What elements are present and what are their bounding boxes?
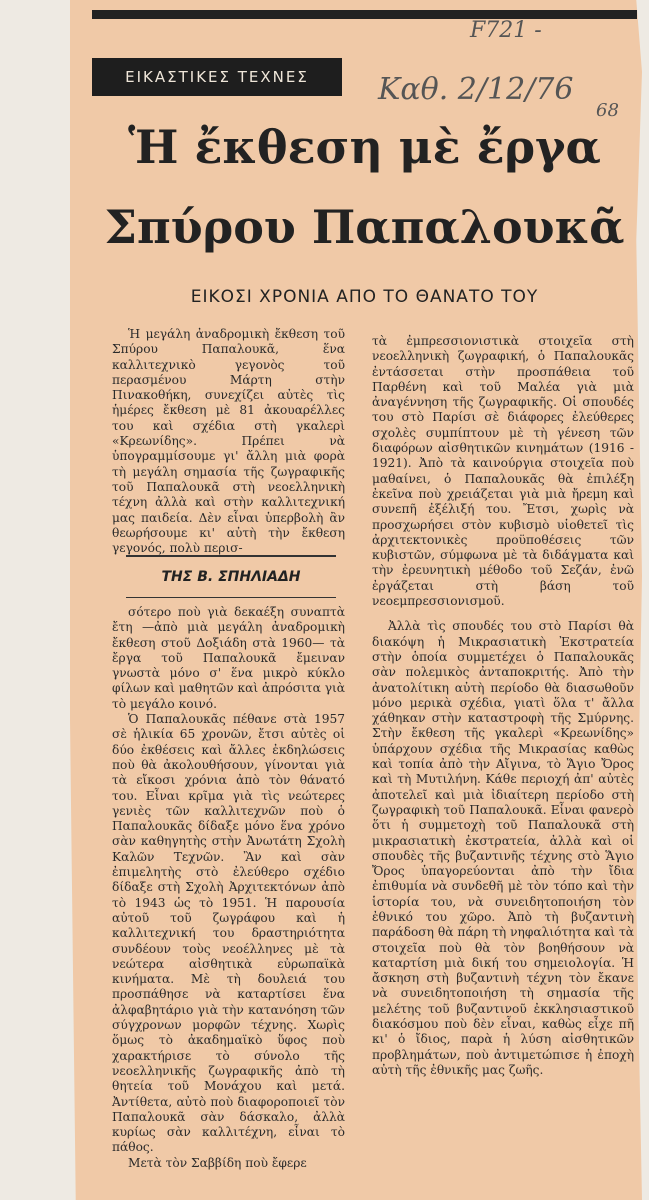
headline-line-1: Ἡ ἔκθεση μὲ ἔργα <box>128 120 601 174</box>
byline: ΤΗΣ Β. ΣΠΗΛΙΑΔΗ <box>126 555 336 598</box>
top-rule <box>92 10 637 19</box>
section-rubric: ΕΙΚΑΣΤΙΚΕΣ ΤΕΧΝΕΣ <box>92 58 342 96</box>
paragraph: σότερο ποὺ γιὰ δεκαέξη συναπτὰ ἔτη —ἀπὸ μιὰ μεγάλη ἀναδρομικὴ ἔκθεση στοῦ Δοξιάδη στὰ 1960— τὰ ἔργα τοῦ Παπαλουκᾶ ἔμειναν γνωστὰ μόνο σ' ἕνα μικρὸ κύκλο φίλων καὶ μαθητῶν καὶ ἀπρόσιτα γιὰ τὸ μεγάλο κοινό. <box>112 605 345 711</box>
handwritten-page-number: 68 <box>596 100 619 121</box>
paragraph: Ἀλλὰ τὶς σπουδές του στὸ Παρίσι θὰ διακόψη ἡ Μικρασιατικὴ Ἐκστρατεία στὴν ὁποία συμμετέχει ὁ Παπαλουκᾶς σὰν πολεμικὸς ἀνταποκριτής. Ἀπὸ τὴν ἀνατολίτικη αὐτὴ περίοδο θὰ διασωθοῦν μόνο μερικὰ σχέδια, γιατὶ ὅλα τ' ἄλλα χάθηκαν στὴν καταστροφὴ τῆς Σμύρνης. Στὴν ἔκθεση τῆς γκαλερὶ «Κρεωνίδης» ὑπάρχουν σχέδια τῆς Μικρασίας καθὼς καὶ τοπία ἀπὸ τὴν Αἴγινα, τὸ Ἅγιο Ὄρος καὶ τὴ Μυτιλήνη. Κάθε περιοχή ἀπ' αὐτὲς ἀποτελεῖ καὶ μιὰ ἰδιαίτερη περίοδο στὴ ζωγραφικὴ τοῦ Παπαλουκᾶ. Εἶναι φανερὸ ὅτι ἡ συμμετοχὴ τοῦ Παπαλουκᾶ στὴ μικρασιατικὴ ἐκστρατεία, ἀλλὰ καὶ οἱ σπουδὲς τῆς βυζαντινῆς τέχνης στὸ Ἅγιο Ὄρος ὑπαγορεύονται ἀπὸ τὴν ἴδια ἐπιθυμία νὰ συνδεθῆ μὲ τὸν τόπο καὶ τὴν ἱστορία του, νὰ συνειδητοποιήση τὸν ἐθνικό του χῶρο. Ἀπὸ τὴ βυζαντινὴ παράδοση θὰ πάρη τὴ νηφαλιότητα καὶ τὰ στοιχεῖα ποὺ θὰ τὸν βοηθήσουν νὰ καταρτίση μιὰ δική του σημειολογία. Ἡ ἄσκηση στὴ βυζαντινὴ τέχνη τὸν ἔκανε νὰ συνειδητοποιήση τὴ σημασία τῆς μελέτης τοῦ βυζαντινοῦ ἐκκλησιαστικοῦ διακόσμου ποὺ δὲν εἶναι, καθὼς εἶχε πῆ κι' ὁ ἴδιος, παρὰ ἡ λύση αἰσθητικῶν προβλημάτων, ποὺ ἀντιμετώπισε ἡ ἐποχὴ αὐτὴ τῆς ἐθνικῆς μας ζωῆς. <box>372 619 634 1077</box>
paragraph: Ὁ Παπαλουκᾶς πέθανε στὰ 1957 σὲ ἡλικία 65 χρονῶν, ἔτσι αὐτὲς οἱ δύο ἐκθέσεις καὶ ἄλλες ἐκδηλώσεις ποὺ θὰ ἀκολουθήσουν, γίνονται γιὰ τὰ εἴκοσι χρόνια ἀπὸ τὸν θάνατό του. Εἶναι κρῖμα γιὰ τὶς νεώτερες γενιὲς τῶν καλλιτεχνῶν ποὺ ὁ Παπαλουκᾶς δίδαξε μόνο ἕνα χρόνο σὰν καθηγητὴς στὴν Ἀνωτάτη Σχολὴ Καλῶν Τεχνῶν. Ἂν καὶ σὰν ἐπιμελητὴς στὸ ἐλεύθερο σχέδιο δίδαξε στὴ Σχολὴ Ἀρχιτεκτόνων ἀπὸ τὸ 1943 ὡς τὸ 1951. Ἡ παρουσία αὐτοῦ τοῦ ζωγράφου καὶ ἡ καλλιτεχνική του δραστηριότητα συνδέουν τοὺς νεοέλληνες μὲ τὰ νεώτερα αἰσθητικὰ εὐρωπαϊκὰ κινήματα. Μὲ τὴ δουλειά του προσπάθησε νὰ καταρτίσει ἕνα ἀλφαβητάριο γιὰ τὴν κατανόηση τῶν σύγχρονων μορφῶν τέχνης. Χωρὶς ὅμως τὸ ἀκαδημαϊκὸ ὕφος ποὺ χαρακτήρισε τὸ σύνολο τῆς νεοελληνικῆς ζωγραφικῆς ἀπὸ τὴ θητεία τοῦ Μονάχου καὶ μετά. Ἀντίθετα, αὐτὸ ποὺ διαφοροποιεῖ τὸν Παπαλουκᾶ σὰν δάσκαλο, ἀλλὰ κυρίως σὰν καλλιτέχνη, εἶναι τὸ πάθος. <box>112 712 345 1155</box>
paragraph: τὰ ἐμπρεσσιονιστικὰ στοιχεῖα στὴ νεοελληνικὴ ζωγραφική, ὁ Παπαλουκᾶς ἐντάσσεται στὴν προσπάθεια τοῦ Παρθένη καὶ τοῦ Μαλέα γιὰ μιὰ ἀναγέννηση τῆς ζωγραφικῆς. Οἱ σπουδές του στὸ Παρίσι σὲ διάφορες ἐλεύθερες σχολὲς συμπίπτουν μὲ τὴ γένεση τῶν διαφόρων αἰσθητικῶν κινημάτων (1916 - 1921). Ἀπὸ τὰ καινούργια στοιχεῖα ποὺ μαθαίνει, ὁ Παπαλουκᾶς θὰ ἐπιλέξη ἐκεῖνα ποὺ χρειάζεται γιὰ μιὰ ἤρεμη καὶ συνεπῆ ἐξέλιξή του. Ἔτσι, χωρὶς νὰ προσχωρήσει στὸν κυβισμὸ υἱοθετεῖ τὶς ἀρχιτεκτονικὲς προϋποθέσεις τῶν κυβιστῶν, σύμφωνα μὲ τὰ διδάγματα καὶ τὴν ἐρευνητικὴ μέθοδο τοῦ Σεζάν, ἐνῶ ἐργάζεται στὴ βάση τοῦ νεοεμπρεσσιονισμοῦ. <box>372 334 634 609</box>
handwritten-code: F721 - <box>470 18 542 43</box>
headline-line-2: Σπύρου Παπαλουκᾶ <box>104 200 625 254</box>
intro-paragraph: Ἡ μεγάλη ἀναδρομικὴ ἔκθεση τοῦ Σπύρου Παπαλουκᾶ, ἕνα καλλιτεχνικὸ γεγονὸς τοῦ περασμένου Μάρτη στὴν Πινακοθήκη, συνεχίζει αὐτὲς τὶς ἡμέρες ἔκθεση μὲ 81 ἀκουαρέλλες του καὶ σχέδια στὴ γκαλερὶ «Κρεωνίδης». Πρέπει νὰ ὑπογραμμίσουμε γι' ἄλλη μιὰ φορὰ τὴ μεγάλη σημασία τῆς ζωγραφικῆς τοῦ Παπαλουκᾶ στὴ νεοελληνικὴ τέχνη ἀλλὰ καὶ στὴν καλλιτεχνική μας παιδεία. Δὲν εἶναι ὑπερβολὴ ἂν θεωρήσουμε κι' αὐτὴ τὴν ἔκθεση γεγονός, πολὺ περισ- <box>112 327 345 556</box>
article-intro <box>112 327 345 556</box>
handwritten-date: Καθ. 2/12/76 <box>378 72 574 107</box>
paragraph: Μετὰ τὸν Σαββίδη ποὺ ἔφερε <box>128 1155 307 1170</box>
article-column-1 <box>112 605 345 1171</box>
article-column-2 <box>372 334 634 1078</box>
subtitle: ΕΙΚΟΣΙ ΧΡΟΝΙΑ ΑΠΟ ΤΟ ΘΑΝΑΤΟ ΤΟΥ <box>190 287 539 307</box>
